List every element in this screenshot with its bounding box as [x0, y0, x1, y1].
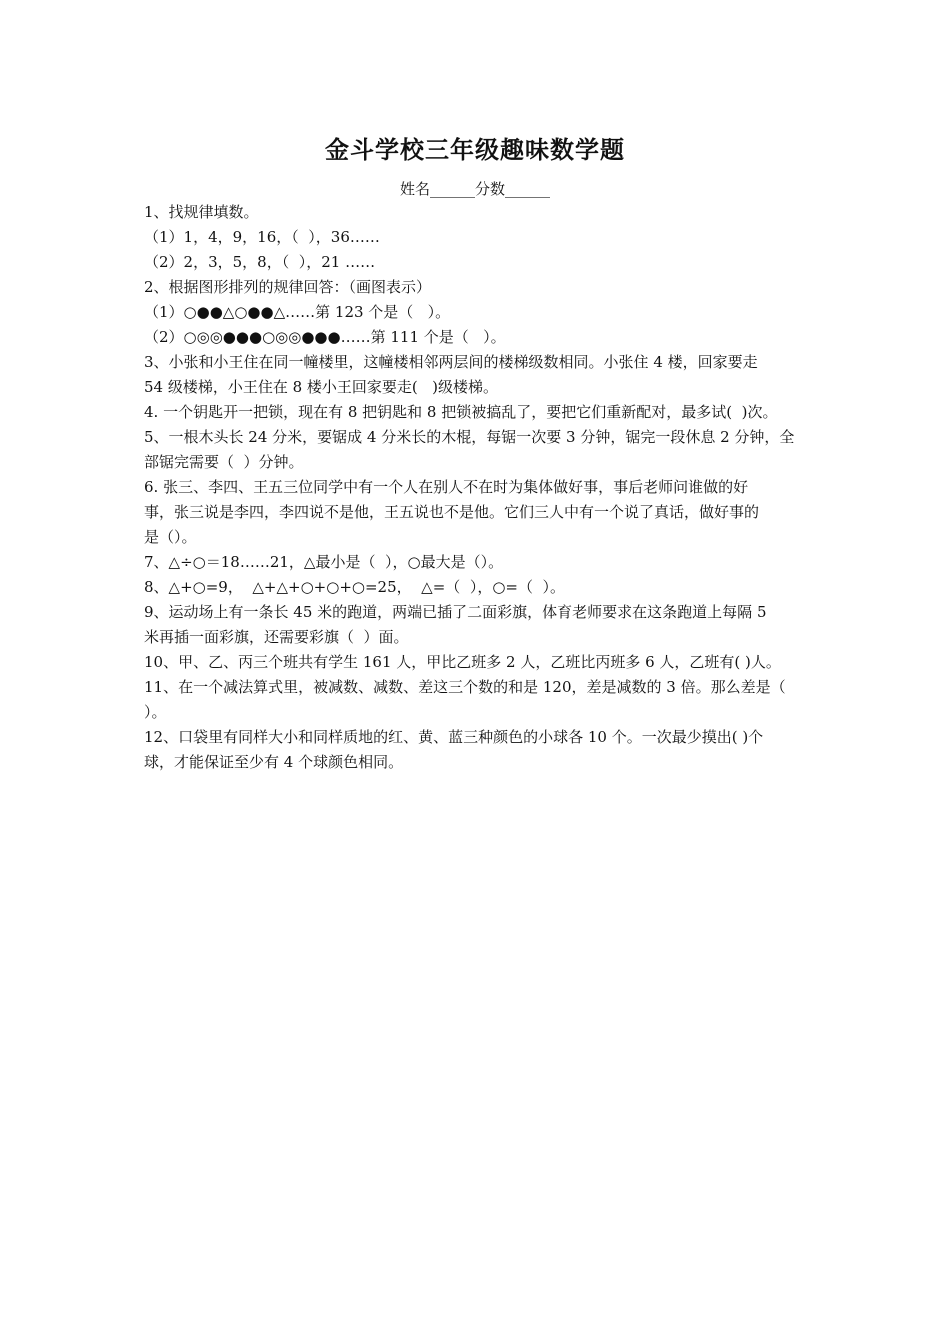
question-line: 部锯完需要（ ）分钟。 [144, 453, 304, 471]
question-line: 6. 张三、李四、王五三位同学中有一个人在别人不在时为集体做好事，事后老师问谁做的好 [144, 478, 749, 496]
question-line: 12、口袋里有同样大小和同样质地的红、黄、蓝三种颜色的小球各 10 个。一次最少摸出( )个 [144, 728, 764, 746]
question-line: 2、根据图形排列的规律回答：（画图表示） [144, 278, 432, 296]
question-list [144, 200, 824, 775]
question-line: 球，才能保证至少有 4 个球颜色相同。 [144, 753, 404, 771]
question-line: 9、运动场上有一条长 45 米的跑道，两端已插了二面彩旗，体育老师要求在这条跑道上每隔 5 [144, 603, 767, 621]
question-line: 5、一根木头长 24 分米，要锯成 4 分米长的木棍，每锯一次要 3 分钟，锯完一段休息 2 分钟，全 [144, 428, 795, 446]
question-line: 4. 一个钥匙开一把锁，现在有 8 把钥匙和 8 把锁被搞乱了，要把它们重新配对，最多试( )次。 [144, 403, 778, 421]
question-line: 3、小张和小王住在同一幢楼里，这幢楼相邻两层间的楼梯级数相同。小张住 4 楼，回家要走 [144, 353, 758, 371]
question-line: ）。 [144, 703, 167, 721]
question-line: 8、△+○=9， △+△+○+○+○=25， △=（ ），○=（ ）。 [144, 578, 566, 596]
question-line: 10、甲、乙、丙三个班共有学生 161 人，甲比乙班多 2 人，乙班比丙班多 6 人，乙班有( )人。 [144, 653, 781, 671]
question-line: 1、找规律填数。 [144, 203, 259, 221]
question-line: （1）○●●△○●●△……第 123 个是（ ）。 [144, 303, 451, 321]
question-line: （2）2，3，5，8，（ ），21 …… [144, 253, 376, 271]
question-line: （1）1，4，9，16，（ ），36…… [144, 228, 380, 246]
question-line: 事，张三说是李四，李四说不是他，王五说也不是他。它们三人中有一个说了真话，做好事的 [144, 503, 760, 521]
name-score-line: 姓名______分数______ [399, 180, 550, 198]
question-line: 7、△÷○＝18……21，△最小是（ ），○最大是（）。 [144, 553, 504, 571]
question-line: （2）○◎◎●●●○◎◎●●●……第 111 个是（ ）。 [144, 328, 506, 346]
question-line: 米再插一面彩旗，还需要彩旗（ ）面。 [144, 628, 409, 646]
question-line: 54 级楼梯，小王住在 8 楼小王回家要走( )级楼梯。 [144, 378, 498, 396]
question-line: 11、在一个减法算式里，被减数、减数、差这三个数的和是 120，差是减数的 3 倍。那么差是（ [144, 678, 786, 696]
page-title: 金斗学校三年级趣味数学题 [325, 136, 625, 164]
question-line: 是（）。 [144, 528, 197, 546]
